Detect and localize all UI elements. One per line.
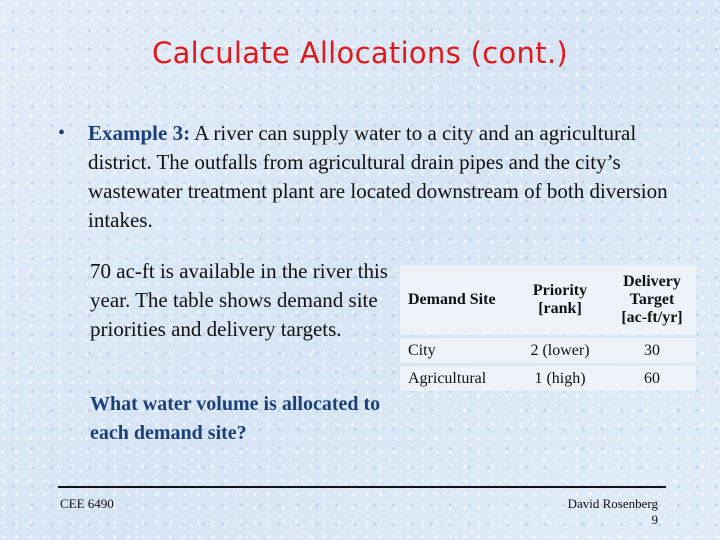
slide-title: Calculate Allocations (cont.) [152,36,568,70]
question-text: What water volume is allocated to each demand site? [90,393,381,444]
cell-site: Agricultural [400,366,512,391]
footer-divider [58,486,666,488]
table-row [400,338,696,363]
footer-info [568,496,658,528]
cell-target: 60 [608,366,696,391]
cell-priority: 2 (lower) [512,338,608,363]
cell-site: City [400,338,512,363]
demand-table [400,262,696,394]
header-delivery-target: Delivery Target [ac-ft/yr] [608,265,696,335]
example-text: A river can supply water to a city and an agricultural district. The outfalls from agricultural drain pipes and the city’s wastewater treatment plant are located downstream of both diversion intakes. [88,121,668,232]
header-demand-site: Demand Site [400,265,512,335]
table-header-row [400,265,696,335]
table-row [400,366,696,391]
footer-course: CEE 6490 [60,496,114,511]
example-label: Example 3: [88,121,191,145]
availability-text: 70 ac-ft is available in the river this year. The table shows demand site priorities and delivery targets. [90,259,388,341]
header-priority: Priority [rank] [512,265,608,335]
cell-priority: 1 (high) [512,366,608,391]
footer-author: David Rosenberg [567,496,658,511]
cell-target: 30 [608,338,696,363]
page-number: 9 [651,512,658,527]
example-bullet [58,119,678,235]
bullet-icon: • [58,122,66,144]
bullet-text [88,119,678,235]
